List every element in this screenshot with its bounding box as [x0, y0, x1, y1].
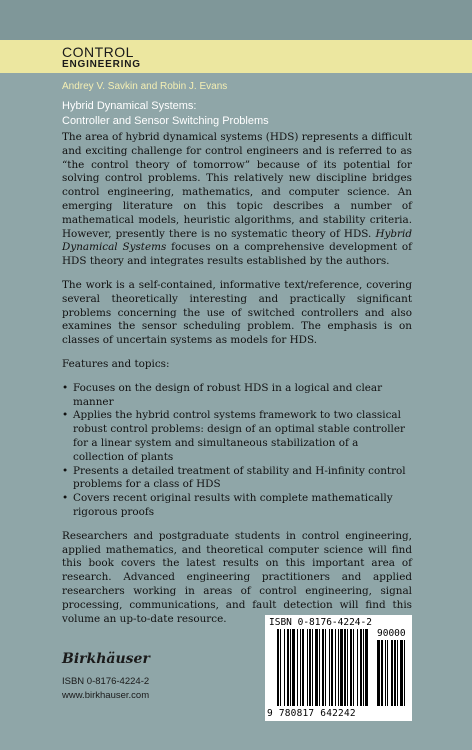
barcode-bar — [360, 629, 362, 706]
barcode-bar — [309, 629, 311, 706]
paragraph-1-text-b: focuses on a comprehensive development of HDS theory and integrates results established by the authors. — [62, 241, 413, 268]
barcode-bar — [290, 629, 291, 706]
barcode-bar — [377, 640, 380, 706]
barcode-bar — [322, 629, 324, 706]
description-paragraph-3: Researchers and postgraduate students in control engineering, applied mathematics, and theoretical computer science will find this book covers the latest results on this important area of research. Advanced engineering practitioners and applied researchers working in areas of control engineering, signal processing, communications, and fault detection will find this volume an up-to-date resource. — [62, 529, 412, 625]
barcode-bar — [350, 629, 352, 706]
book-title-line1: Hybrid Dynamical Systems: — [62, 100, 197, 112]
features-heading: Features and topics: — [62, 357, 170, 370]
barcode-bar — [284, 629, 285, 706]
barcode-bar — [315, 629, 318, 706]
isbn-text: ISBN 0-8176-4224-2 — [62, 676, 150, 687]
barcode-bar — [329, 629, 330, 706]
barcode-bar — [338, 629, 339, 706]
feature-item: • Presents a detailed treatment of stability and H-infinity control problems for a class of HDS — [62, 465, 412, 493]
top-band — [0, 0, 472, 40]
barcode — [265, 615, 412, 721]
barcode-bar — [387, 640, 388, 706]
barcode-bar — [292, 629, 295, 706]
barcode-bar — [353, 629, 354, 706]
paragraph-1-text-a: The area of hybrid dynamical systems (HDS) represents a difficult and exciting challenge for control engineers and is referred to as “the control theory of tomorrow” because of its potential for solving control problems. This relatively new discipline bridges control engineering, mathematics, and computer science. An emerging literature on this topic describes a number of mathematical models, heuristic algorithms, and stability criteria. However, presently there is no systematic theory of HDS. — [62, 131, 412, 240]
barcode-bars — [265, 615, 412, 721]
features-list — [62, 382, 412, 520]
barcode-bar — [277, 629, 279, 706]
publisher-url: www.birkhauser.com — [62, 690, 150, 701]
barcode-bar — [335, 629, 336, 706]
description — [62, 131, 412, 636]
barcode-bar — [347, 629, 348, 706]
barcode-price-code: 90000 — [377, 628, 406, 639]
barcode-bar — [357, 629, 358, 706]
description-paragraph-1 — [62, 131, 412, 269]
feature-item: • Applies the hybrid control systems framework to two classical robust control problems: design of an optimal stable controller for a linear system and simultaneous stabilization of a collection of plants — [62, 409, 412, 464]
barcode-bar — [302, 629, 304, 706]
barcode-digits: 9 780817 642242 — [267, 708, 356, 719]
barcode-bar — [394, 640, 396, 706]
barcode-bar — [344, 629, 346, 706]
series-title: CONTROL — [62, 44, 134, 60]
barcode-bar — [381, 640, 383, 706]
feature-item: • Covers recent original results with complete mathematically rigorous proofs — [62, 492, 412, 520]
barcode-bar — [325, 629, 326, 706]
barcode-bar — [365, 629, 368, 706]
barcode-bar — [287, 629, 289, 706]
paragraph-1-italic-title: Hybrid Dynamical Systems — [62, 227, 412, 254]
book-title-line2: Controller and Sensor Switching Problems — [62, 115, 269, 127]
barcode-bar — [400, 640, 403, 706]
barcode-bar — [319, 629, 320, 706]
publisher-logo: Birkhäuser — [62, 651, 150, 667]
barcode-bar — [331, 629, 333, 706]
barcode-bar — [363, 629, 364, 706]
barcode-bar — [280, 629, 281, 706]
barcode-bar — [340, 629, 343, 706]
barcode-bar — [312, 629, 313, 706]
barcode-isbn-label: ISBN 0-8176-4224-2 — [269, 617, 372, 628]
barcode-bar — [297, 629, 298, 706]
series-subtitle: ENGINEERING — [62, 59, 141, 70]
feature-item: • Focuses on the design of robust HDS in a logical and clear manner — [62, 382, 412, 410]
barcode-bar — [385, 640, 386, 706]
barcode-bar — [397, 640, 398, 706]
barcode-bar — [300, 629, 301, 706]
barcode-bar — [404, 640, 405, 706]
book-authors: Andrey V. Savkin and Robin J. Evans — [62, 81, 228, 92]
barcode-bar — [391, 640, 393, 706]
book-title — [62, 99, 269, 129]
description-paragraph-2: The work is a self-contained, informative text/reference, covering several theoretically interesting and practically significant problems concerning the use of switched controllers and also examines the sensor scheduling problem. The emphasis is on classes of uncertain systems as models for HDS. — [62, 278, 412, 347]
barcode-bar — [307, 629, 308, 706]
